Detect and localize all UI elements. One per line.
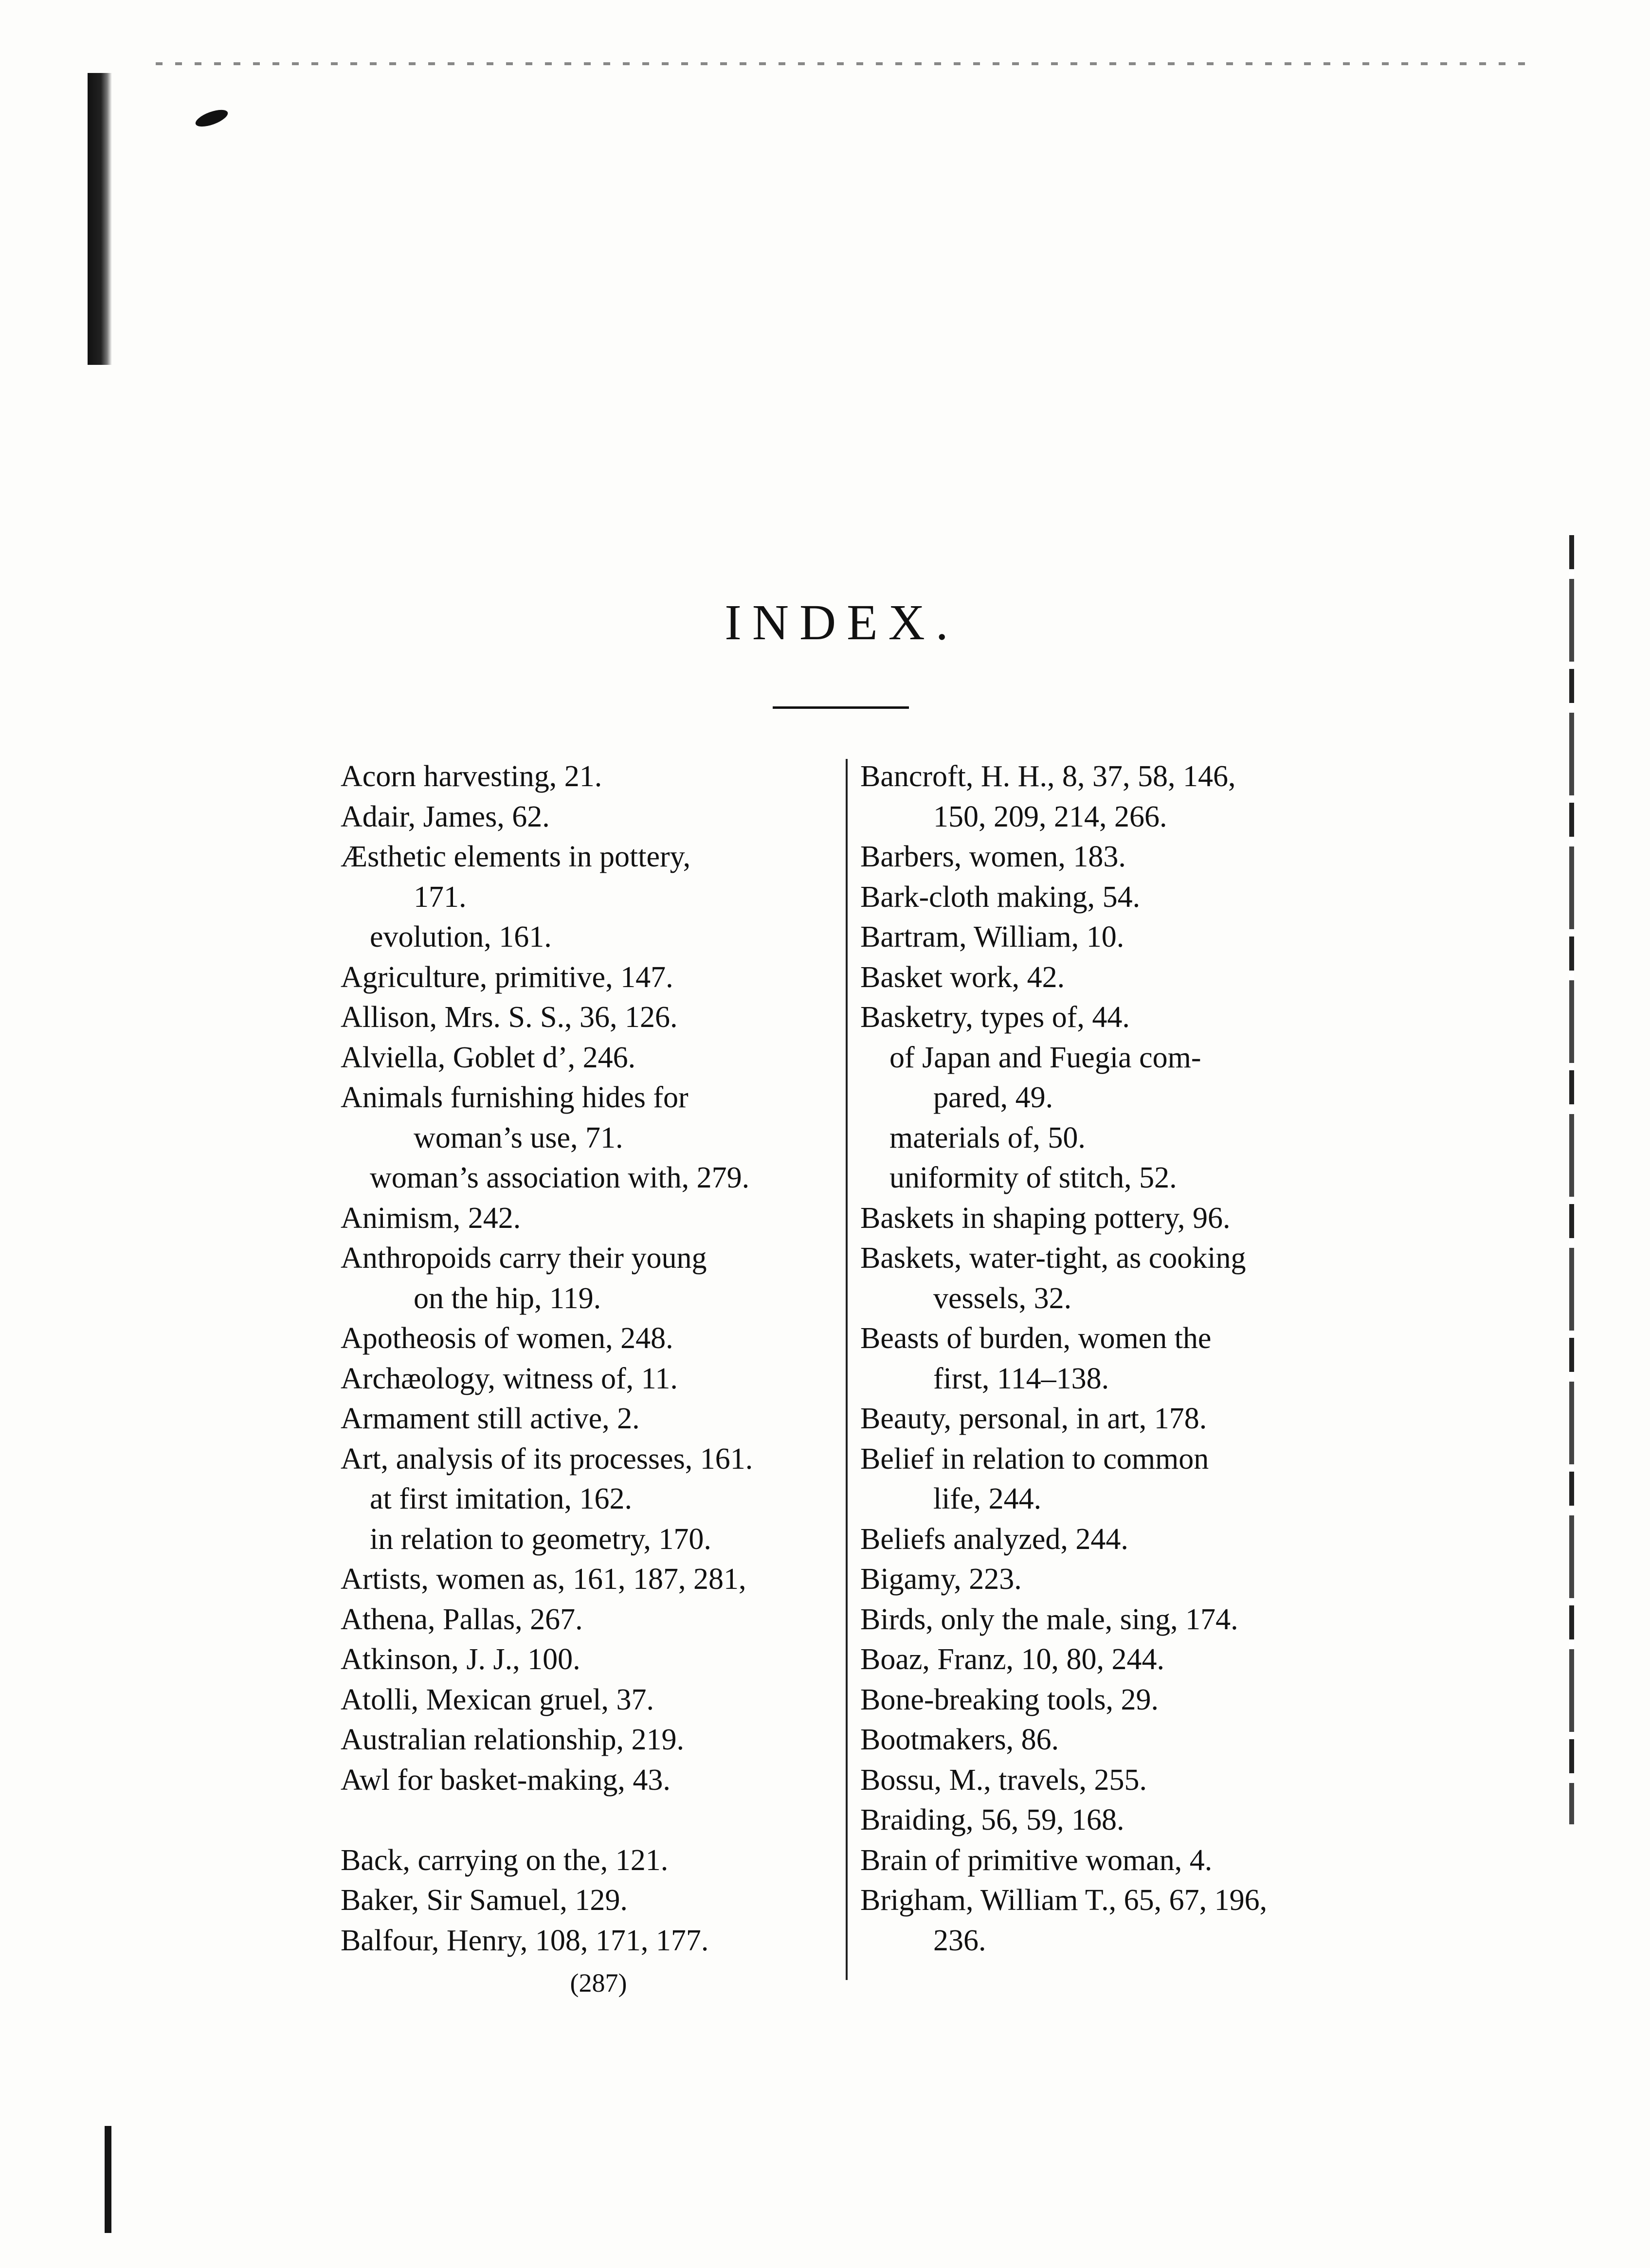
index-entry: Bossu, M., travels, 255. xyxy=(860,1763,1147,1797)
index-entry: Art, analysis of its processes, 161. xyxy=(341,1442,753,1476)
index-entry: Baskets, water-tight, as cooking xyxy=(860,1242,1246,1275)
index-entry: Apotheosis of women, 248. xyxy=(341,1322,673,1355)
index-entry: Awl for basket-making, 43. xyxy=(341,1763,671,1797)
index-subentry: woman’s association with, 279. xyxy=(370,1161,750,1194)
index-entry: Basket work, 42. xyxy=(860,960,1065,994)
index-entry: Basketry, types of, 44. xyxy=(860,1001,1130,1034)
index-entry: Artists, women as, 161, 187, 281, xyxy=(341,1563,746,1596)
ink-blot xyxy=(194,107,230,130)
index-entry: Alviella, Goblet d’, 246. xyxy=(341,1041,636,1074)
index-entry: Animals furnishing hides for xyxy=(341,1081,689,1114)
index-subentry: woman’s use, 71. xyxy=(414,1121,623,1154)
index-entry: Balfour, Henry, 108, 171, 177. xyxy=(341,1924,709,1957)
index-entry: Bone-breaking tools, 29. xyxy=(860,1683,1159,1716)
index-entry: Beasts of burden, women the xyxy=(860,1322,1212,1355)
index-entry: Baker, Sir Samuel, 129. xyxy=(341,1884,628,1917)
index-entry: Birds, only the male, sing, 174. xyxy=(860,1602,1238,1636)
index-subentry: in relation to geometry, 170. xyxy=(370,1522,711,1556)
index-entry: Animism, 242. xyxy=(341,1201,521,1235)
index-subentry: evolution, 161. xyxy=(370,920,552,954)
index-entry: Acorn harvesting, 21. xyxy=(341,760,602,793)
index-subentry: on the hip, 119. xyxy=(414,1281,601,1315)
index-subentry: vessels, 32. xyxy=(933,1281,1072,1315)
index-entry: Brigham, William T., 65, 67, 196, xyxy=(860,1884,1268,1917)
title-rule xyxy=(773,706,909,709)
scan-edge-shadow-left xyxy=(88,73,112,365)
index-entry: Brain of primitive woman, 4. xyxy=(860,1843,1213,1877)
index-entry: Back, carrying on the, 121. xyxy=(341,1843,669,1877)
index-spacer xyxy=(341,1800,837,1840)
scan-edge-noise-top xyxy=(156,62,1528,65)
page-number: (287) xyxy=(570,1968,627,1998)
index-entry: Adair, James, 62. xyxy=(341,800,550,833)
index-entry: Atkinson, J. J., 100. xyxy=(341,1643,580,1676)
index-subentry: at first imitation, 162. xyxy=(370,1482,632,1515)
index-entry: Baskets in shaping pottery, 96. xyxy=(860,1201,1231,1235)
index-column-left xyxy=(341,756,837,1961)
index-entry: Bancroft, H. H., 8, 37, 58, 146, xyxy=(860,760,1236,793)
index-subentry: 236. xyxy=(933,1924,986,1957)
index-entry: Australian relationship, 219. xyxy=(341,1723,684,1756)
index-subentry: 171. xyxy=(414,880,467,914)
column-divider xyxy=(846,759,848,1980)
index-subentry: 150, 209, 214, 266. xyxy=(933,800,1167,833)
index-subentry: first, 114–138. xyxy=(933,1362,1109,1395)
index-entry: Agriculture, primitive, 147. xyxy=(341,960,673,994)
index-entry: Bigamy, 223. xyxy=(860,1563,1022,1596)
index-entry: Beliefs analyzed, 244. xyxy=(860,1522,1128,1556)
page-title: INDEX. xyxy=(725,594,959,650)
index-entry: Anthropoids carry their young xyxy=(341,1242,707,1275)
index-entry: Æsthetic elements in pottery, xyxy=(341,840,691,873)
index-entry: Beauty, personal, in art, 178. xyxy=(860,1402,1207,1435)
index-entry: Boaz, Franz, 10, 80, 244. xyxy=(860,1643,1165,1676)
index-entry: Bootmakers, 86. xyxy=(860,1723,1059,1756)
index-entry: Bark-cloth making, 54. xyxy=(860,880,1141,914)
index-entry: Atolli, Mexican gruel, 37. xyxy=(341,1683,654,1716)
index-entry: Bartram, William, 10. xyxy=(860,920,1124,954)
index-entry: Archæology, witness of, 11. xyxy=(341,1362,678,1395)
index-column-right xyxy=(860,756,1352,1961)
scan-edge-shadow-left-lower xyxy=(105,2126,111,2233)
index-subentry: uniformity of stitch, 52. xyxy=(889,1161,1177,1194)
index-entry: Belief in relation to common xyxy=(860,1442,1209,1476)
index-subentry: life, 244. xyxy=(933,1482,1042,1515)
index-entry: Athena, Pallas, 267. xyxy=(341,1602,583,1636)
index-entry: Armament still active, 2. xyxy=(341,1402,640,1435)
index-subentry: pared, 49. xyxy=(933,1081,1053,1114)
index-entry: Allison, Mrs. S. S., 36, 126. xyxy=(341,1001,678,1034)
index-subentry: materials of, 50. xyxy=(889,1121,1086,1154)
index-entry: Barbers, women, 183. xyxy=(860,840,1126,873)
scan-edge-shadow-right xyxy=(1569,535,1574,1824)
index-subentry: of Japan and Fuegia com- xyxy=(889,1041,1201,1074)
index-entry: Braiding, 56, 59, 168. xyxy=(860,1803,1124,1836)
